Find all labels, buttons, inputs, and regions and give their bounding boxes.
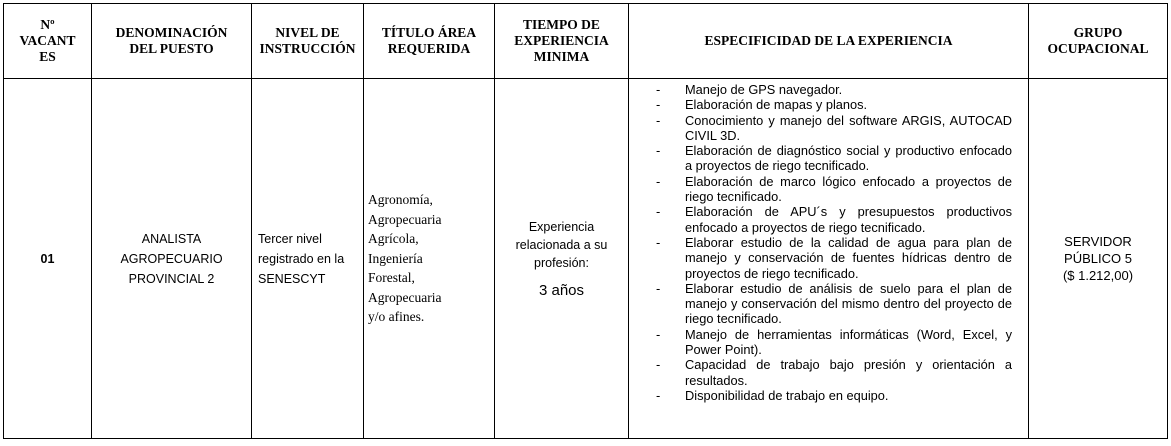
cell-titulo: Agronomía, Agropecuaria Agrícola, Ingeniería Forestal, Agropecuaria y/o afines. (364, 79, 495, 439)
tiempo-line: relacionada a su (515, 237, 608, 252)
list-item: - Disponibilidad de trabajo en equipo. (656, 387, 889, 403)
list-item: - Elaboración de APU´s y presupuestos productivos enfocado a proyectos de riego tecnificado. (656, 204, 1012, 235)
tiempo-line: profesión: (534, 255, 589, 270)
tiempo-line: Experiencia (528, 219, 595, 234)
list-item: - Manejo de GPS navegador. (656, 82, 843, 97)
header-grupo: GRUPO OCUPACIONAL (1029, 4, 1168, 79)
cell-puesto: ANALISTA AGROPECUARIO PROVINCIAL 2 (92, 79, 252, 439)
header-titulo: TÍTULO ÁREA REQUERIDA (364, 4, 495, 79)
tiempo-anios: 3 años (538, 281, 585, 299)
cell-nivel: Tercer nivel registrado en la SENESCYT (252, 79, 364, 439)
experience-list (629, 82, 1028, 403)
header-vacantes: Nº VACANT ES (4, 4, 92, 79)
cell-grupo: SERVIDOR PÚBLICO 5 ($ 1.212,00) (1029, 79, 1168, 439)
table-row (4, 79, 1168, 439)
list-item: - Elaborar estudio de análisis de suelo para el plan de manejo y conservación del mismo dentro del proyecto de riego tecnificado. (656, 280, 1012, 327)
list-item: - Elaboración de marco lógico enfocado a proyectos de riego tecnificado. (656, 173, 1012, 205)
list-item: - Capacidad de trabajo bajo presión y orientación a resultados. (656, 357, 1012, 388)
header-row (4, 4, 1168, 79)
header-nivel: NIVEL DE INSTRUCCIÓN (252, 4, 364, 79)
vacancy-table (3, 3, 1168, 439)
list-item: - Elaborar estudio de la calidad de agua para plan de manejo y conservación de fuentes hídricas dentro de proyectos de riego tecnificado. (656, 234, 1012, 281)
cell-especificidad (629, 79, 1029, 439)
header-puesto: DENOMINACIÓN DEL PUESTO (92, 4, 252, 79)
list-item: - Elaboración de diagnóstico social y productivo enfocado a proyectos de riego tecnificado. (656, 143, 1012, 174)
cell-tiempo (495, 79, 629, 439)
cell-vacantes: 01 (4, 79, 92, 439)
list-item: - Manejo de herramientas informáticas (Word, Excel, y Power Point). (656, 326, 1012, 358)
header-especificidad: ESPECIFICIDAD DE LA EXPERIENCIA (629, 4, 1029, 79)
list-item: - Conocimiento y manejo del software ARGIS, AUTOCAD CIVIL 3D. (656, 112, 1012, 143)
list-item: - Elaboración de mapas y planos. (656, 97, 868, 113)
header-tiempo: TIEMPO DE EXPERIENCIA MINIMA (495, 4, 629, 79)
